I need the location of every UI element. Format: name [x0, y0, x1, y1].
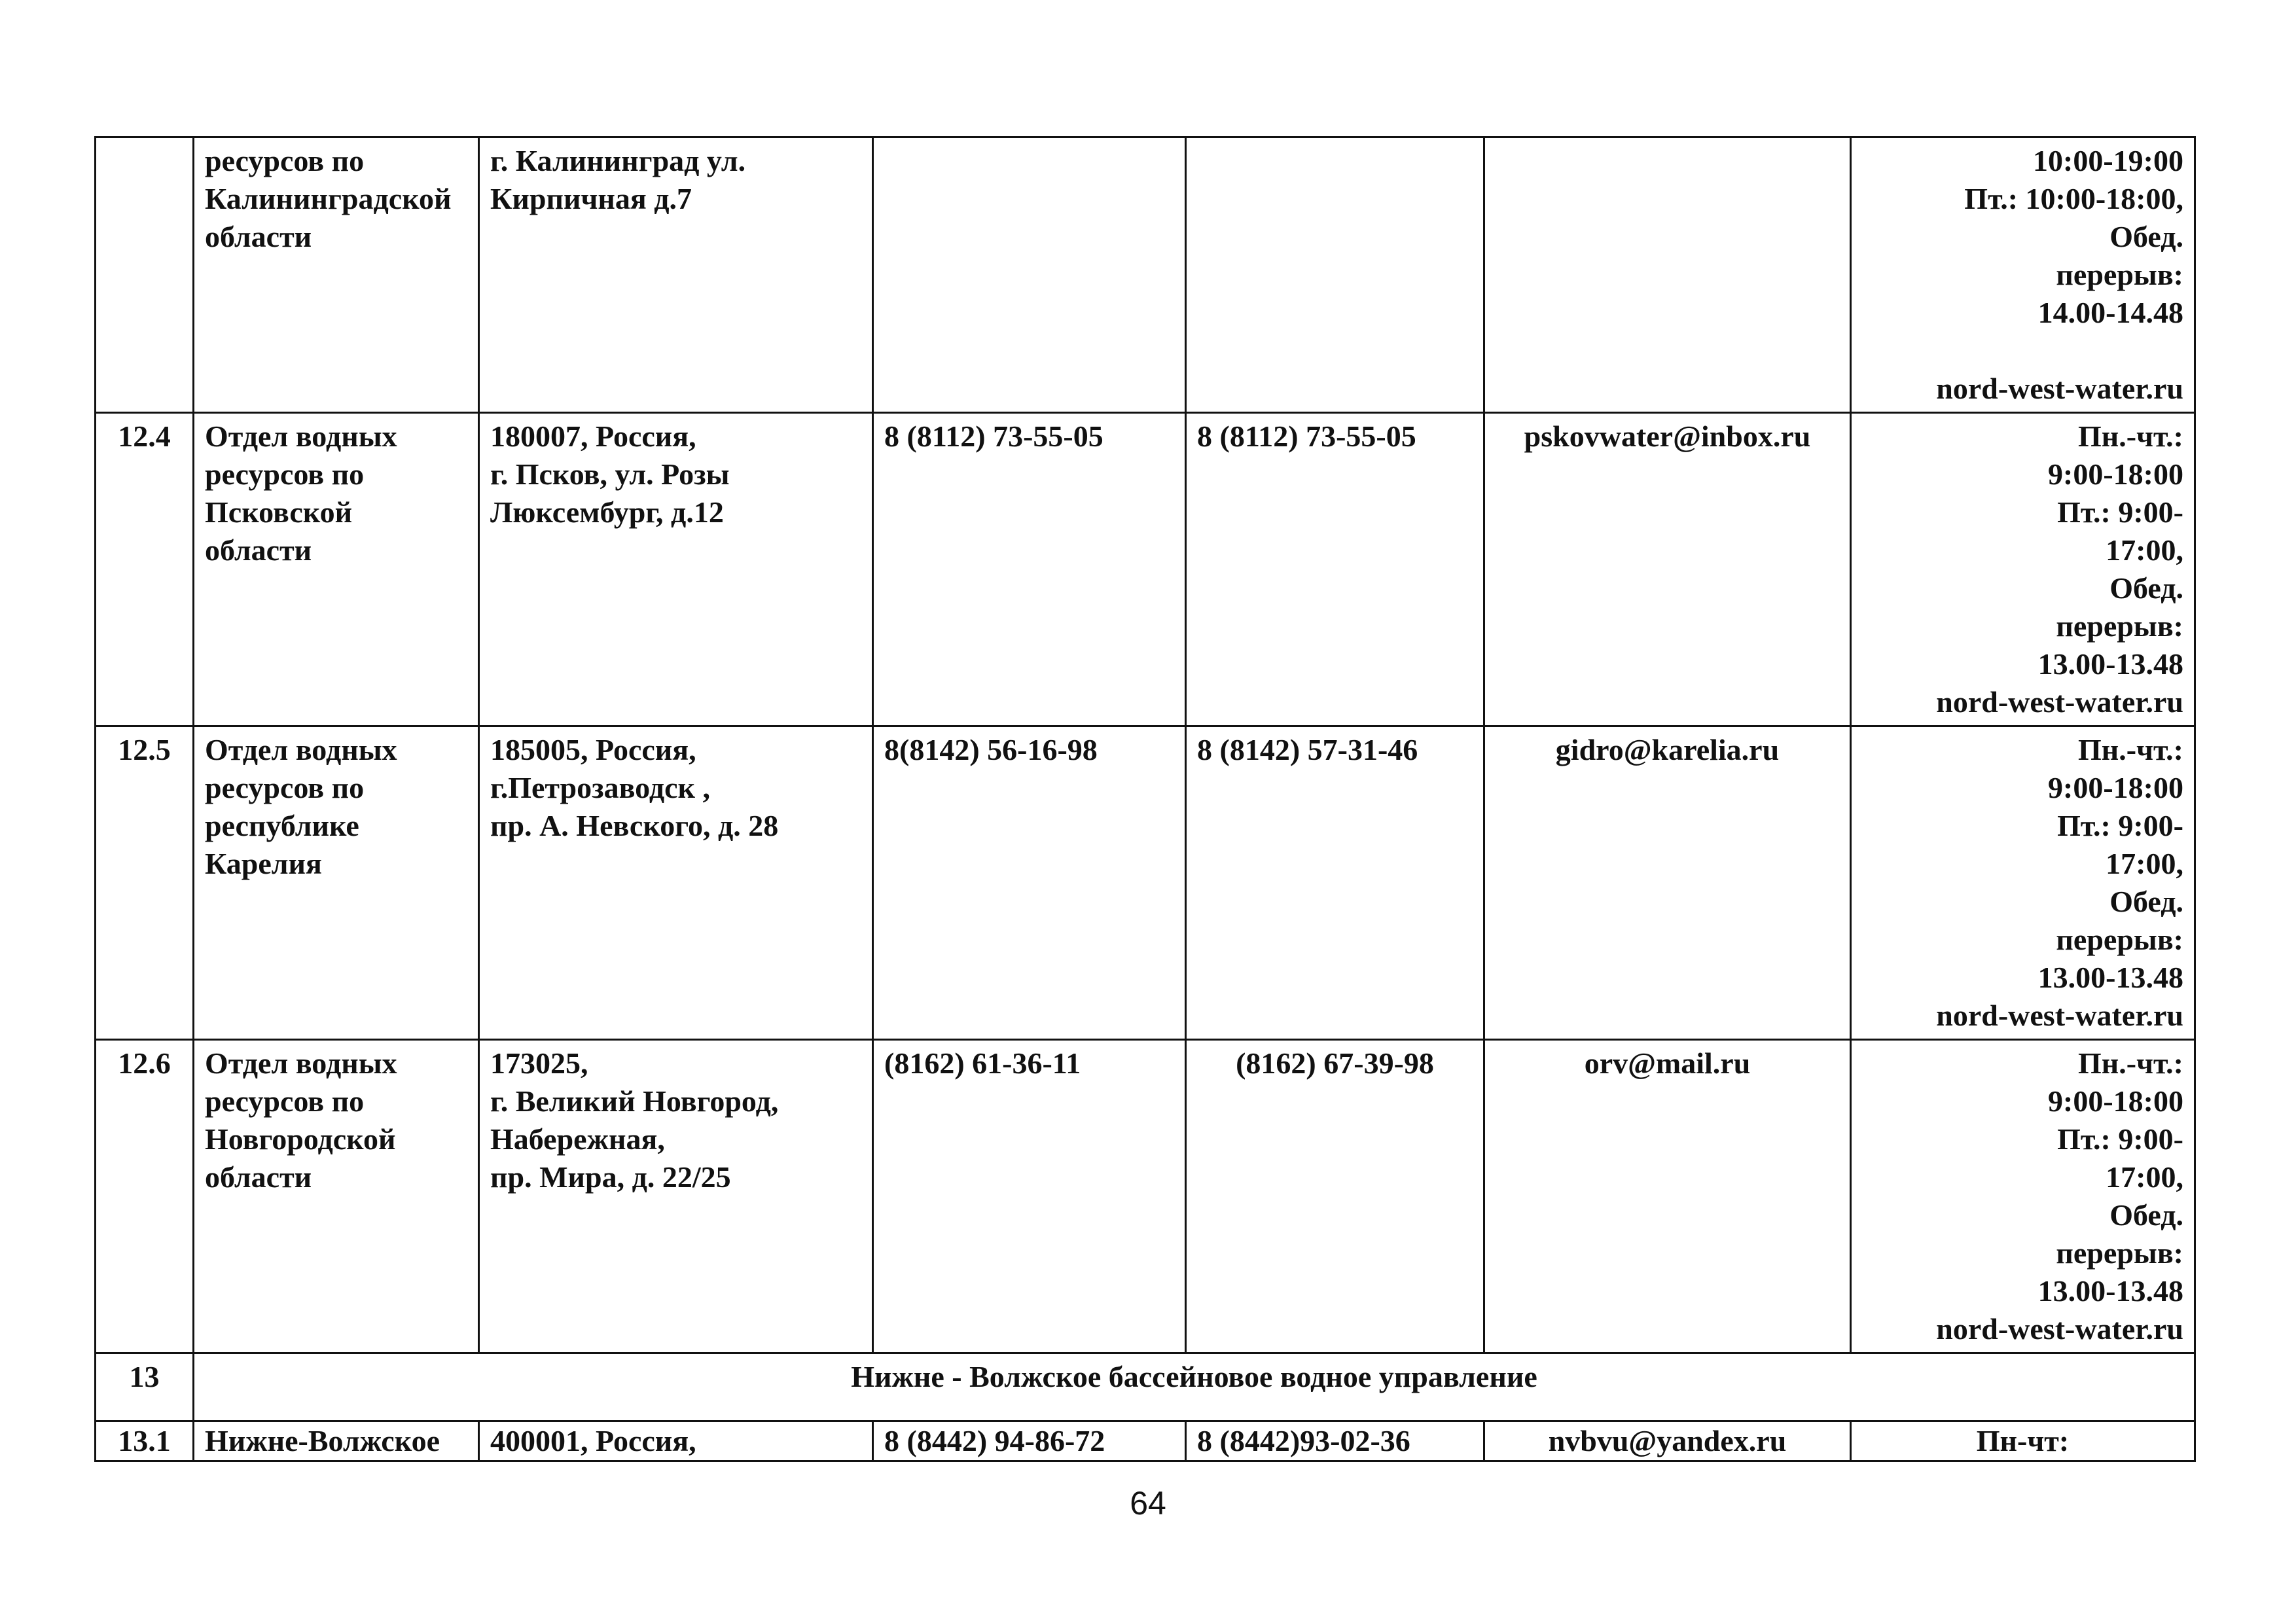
department-name: Отдел водных ресурсов по Псковской области	[194, 413, 479, 726]
working-hours: Пн.-чт.: 9:00-18:00 Пт.: 9:00- 17:00, Обед. перерыв: 13.00-13.48 nord-west-water.ru	[1851, 413, 2195, 726]
row-number: 12.4	[96, 413, 194, 726]
address: г. Калининград ул. Кирпичная д.7	[479, 137, 873, 413]
address: 180007, Россия, г. Псков, ул. Розы Люксембург, д.12	[479, 413, 873, 726]
phone	[873, 137, 1186, 413]
phone: (8162) 61-36-11	[873, 1040, 1186, 1353]
website-link[interactable]: nord-west-water.ru	[1936, 372, 2183, 405]
email[interactable]: orv@mail.ru	[1484, 1040, 1851, 1353]
department-name: Отдел водных ресурсов по республике Карелия	[194, 726, 479, 1040]
working-hours: Пн-чт:	[1851, 1421, 2195, 1461]
page-number: 64	[1130, 1485, 1166, 1522]
phone: 8 (8442) 94-86-72	[873, 1421, 1186, 1461]
department-name: ресурсов по Калининградской области	[194, 137, 479, 413]
row-number: 13.1	[96, 1421, 194, 1461]
section-row	[96, 1353, 2195, 1421]
contacts-table	[94, 136, 2196, 1462]
address: 185005, Россия, г.Петрозаводск , пр. А. Невского, д. 28	[479, 726, 873, 1040]
row-number: 12.6	[96, 1040, 194, 1353]
working-hours: Пн.-чт.: 9:00-18:00 Пт.: 9:00- 17:00, Обед. перерыв: 13.00-13.48 nord-west-water.ru	[1851, 726, 2195, 1040]
phone: 8 (8112) 73-55-05	[873, 413, 1186, 726]
row-number	[96, 137, 194, 413]
table-row	[96, 1421, 2195, 1461]
fax: (8162) 67-39-98	[1186, 1040, 1484, 1353]
website-link[interactable]: nord-west-water.ru	[1936, 1312, 2183, 1346]
working-hours: Пн.-чт.: 9:00-18:00 Пт.: 9:00- 17:00, Обед. перерыв: 13.00-13.48 nord-west-water.ru	[1851, 1040, 2195, 1353]
section-number: 13	[96, 1353, 194, 1421]
website-link[interactable]: nord-west-water.ru	[1936, 999, 2183, 1032]
table-row	[96, 137, 2195, 413]
fax	[1186, 137, 1484, 413]
fax: 8 (8442)93-02-36	[1186, 1421, 1484, 1461]
address: 173025, г. Великий Новгород, Набережная, пр. Мира, д. 22/25	[479, 1040, 873, 1353]
address: 400001, Россия,	[479, 1421, 873, 1461]
department-name: Нижне-Волжское	[194, 1421, 479, 1461]
fax: 8 (8142) 57-31-46	[1186, 726, 1484, 1040]
row-number: 12.5	[96, 726, 194, 1040]
table-row	[96, 1040, 2195, 1353]
working-hours: 10:00-19:00 Пт.: 10:00-18:00, Обед. перерыв: 14.00-14.48 nord-west-water.ru	[1851, 137, 2195, 413]
department-name: Отдел водных ресурсов по Новгородской области	[194, 1040, 479, 1353]
fax: 8 (8112) 73-55-05	[1186, 413, 1484, 726]
email[interactable]: nvbvu@yandex.ru	[1484, 1421, 1851, 1461]
email[interactable]: pskovwater@inbox.ru	[1484, 413, 1851, 726]
website-link[interactable]: nord-west-water.ru	[1936, 685, 2183, 719]
email[interactable]: gidro@karelia.ru	[1484, 726, 1851, 1040]
section-title: Нижне - Волжское бассейновое водное управление	[194, 1353, 2195, 1421]
email	[1484, 137, 1851, 413]
table-row	[96, 726, 2195, 1040]
phone: 8(8142) 56-16-98	[873, 726, 1186, 1040]
table-row	[96, 413, 2195, 726]
